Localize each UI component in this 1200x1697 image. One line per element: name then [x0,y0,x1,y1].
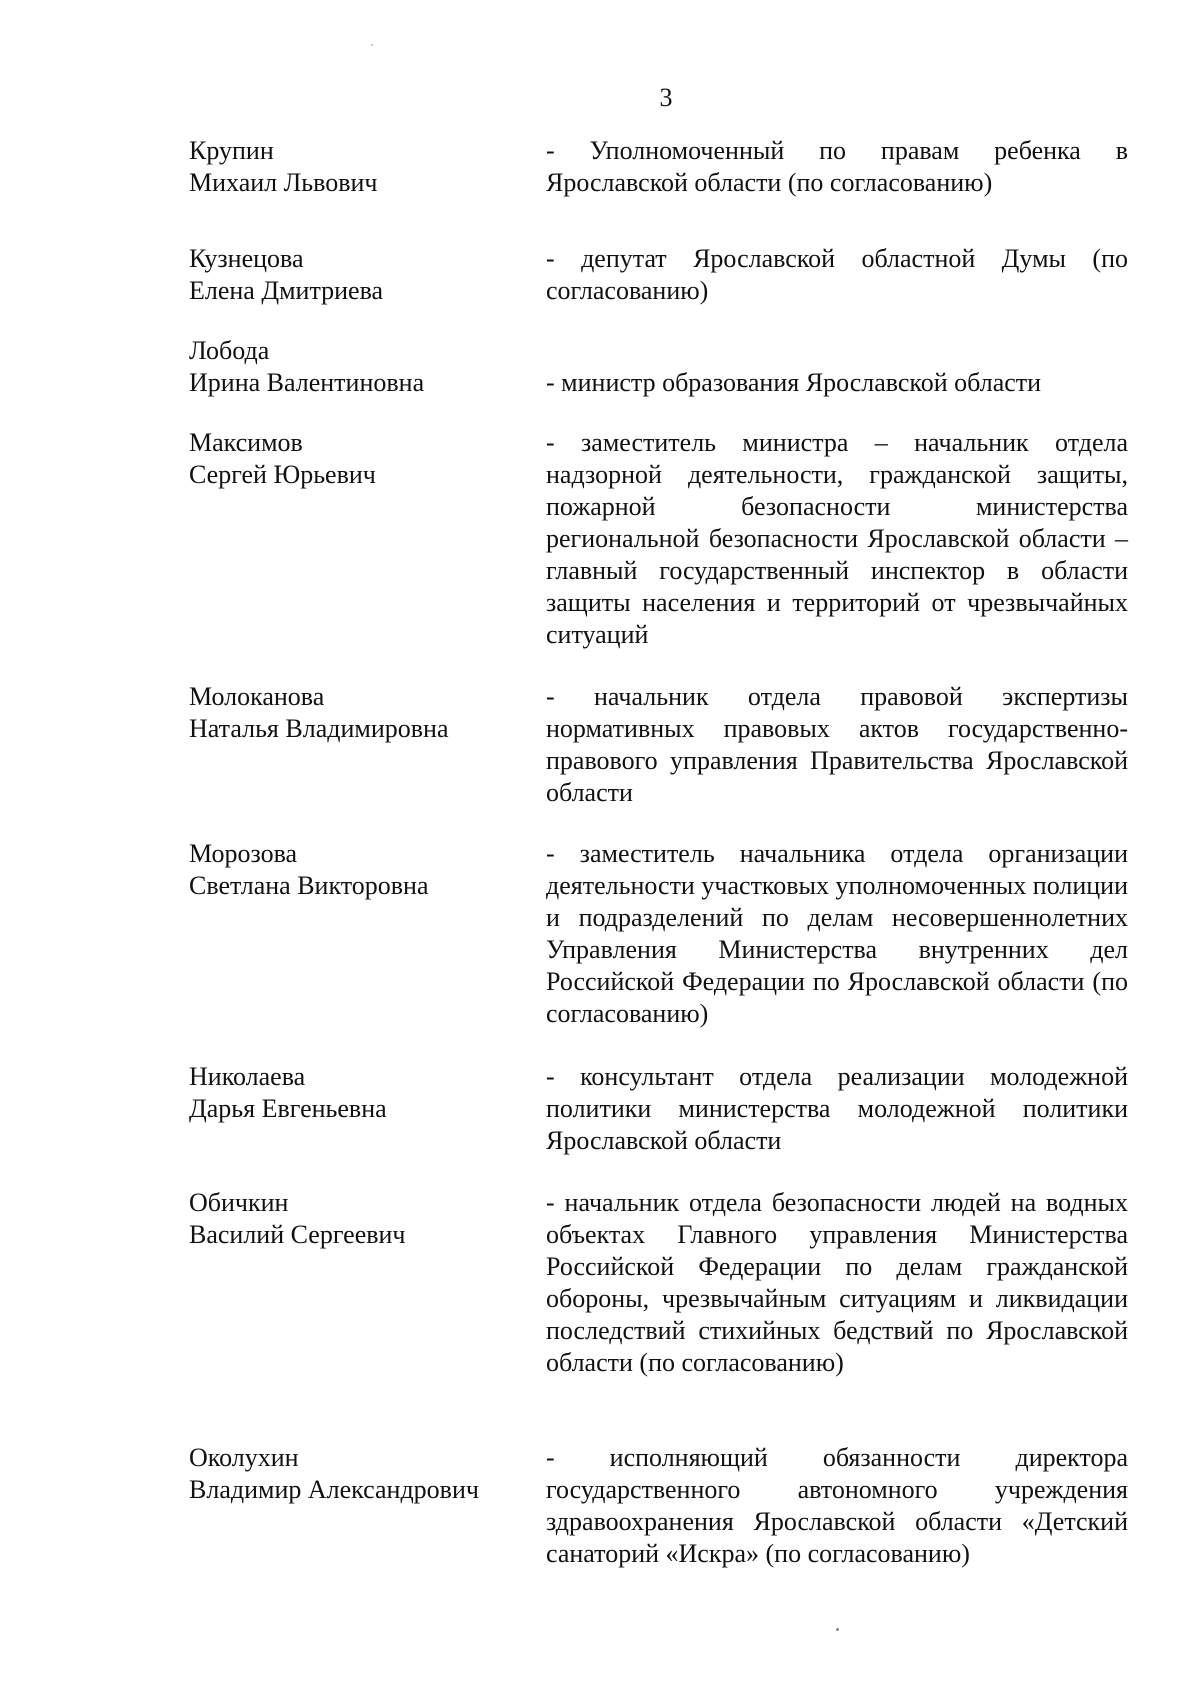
member-role: - исполняющий обязанности директора государственного автономного учреждения здравоохранения Ярославской области «Детский санаторий «Искра» (по согласованию) [546,1443,1128,1568]
member-given-name: Наталья Владимировна [189,714,449,743]
member-name [189,838,509,902]
member-name [189,427,509,491]
member-role: - депутат Ярославской областной Думы (по согласованию) [546,244,1128,305]
member-role: - Уполномоченный по правам ребенка в Ярославской области (по согласованию) [546,136,1128,197]
member-role: - консультант отдела реализации молодежной политики министерства молодежной политики Ярославской области [546,1062,1128,1155]
member-surname: Лобода [189,336,270,365]
member-given-name: Сергей Юрьевич [189,460,376,489]
scan-speck [371,44,373,46]
member-role: - заместитель министра – начальник отдела надзорной деятельности, гражданской защиты, пожарной безопасности министерства региональной безопасности Ярославской области – главный государственный инспектор в области защиты населения и территорий от чрезвычайных ситуаций [546,428,1128,649]
member-given-name: Ирина Валентиновна [189,368,425,397]
member-surname: Обичкин [189,1188,289,1217]
member-role: - начальник отдела правовой экспертизы нормативных правовых актов государственно-правового управления Правительства Ярославской области [546,682,1128,807]
member-name [189,243,509,307]
member-surname: Крупин [189,136,274,165]
member-role: - заместитель начальника отдела организации деятельности участковых уполномоченных полиции и подразделений по делам несовершеннолетних Управления Министерства внутренних дел Российской Федерации по Ярославской области (по согласованию) [546,839,1128,1028]
member-name [189,1187,509,1251]
member-given-name: Михаил Львович [189,168,378,197]
member-given-name: Василий Сергеевич [189,1220,406,1249]
member-name [189,1442,509,1506]
page-number: 3 [659,83,673,112]
member-given-name: Елена Дмитриева [189,276,384,305]
member-given-name: Светлана Викторовна [189,871,429,900]
member-given-name: Владимир Александрович [189,1475,479,1504]
member-surname: Максимов [189,428,303,457]
scan-speck [836,1628,839,1631]
member-name [189,681,509,745]
member-surname: Околухин [189,1443,299,1472]
member-role: - министр образования Ярославской области [546,368,1042,397]
member-surname: Морозова [189,839,298,868]
member-name [189,1061,509,1125]
member-name [189,335,509,399]
member-name [189,135,509,199]
member-surname: Молоканова [189,682,325,711]
member-role: - начальник отдела безопасности людей на водных объектах Главного управления Министерства Российской Федерации по делам гражданской обороны, чрезвычайным ситуациям и ликвидации последствий стихийных бедствий по Ярославской области (по согласованию) [546,1188,1128,1377]
member-surname: Николаева [189,1062,306,1091]
member-given-name: Дарья Евгеньевна [189,1094,387,1123]
member-surname: Кузнецова [189,244,304,273]
